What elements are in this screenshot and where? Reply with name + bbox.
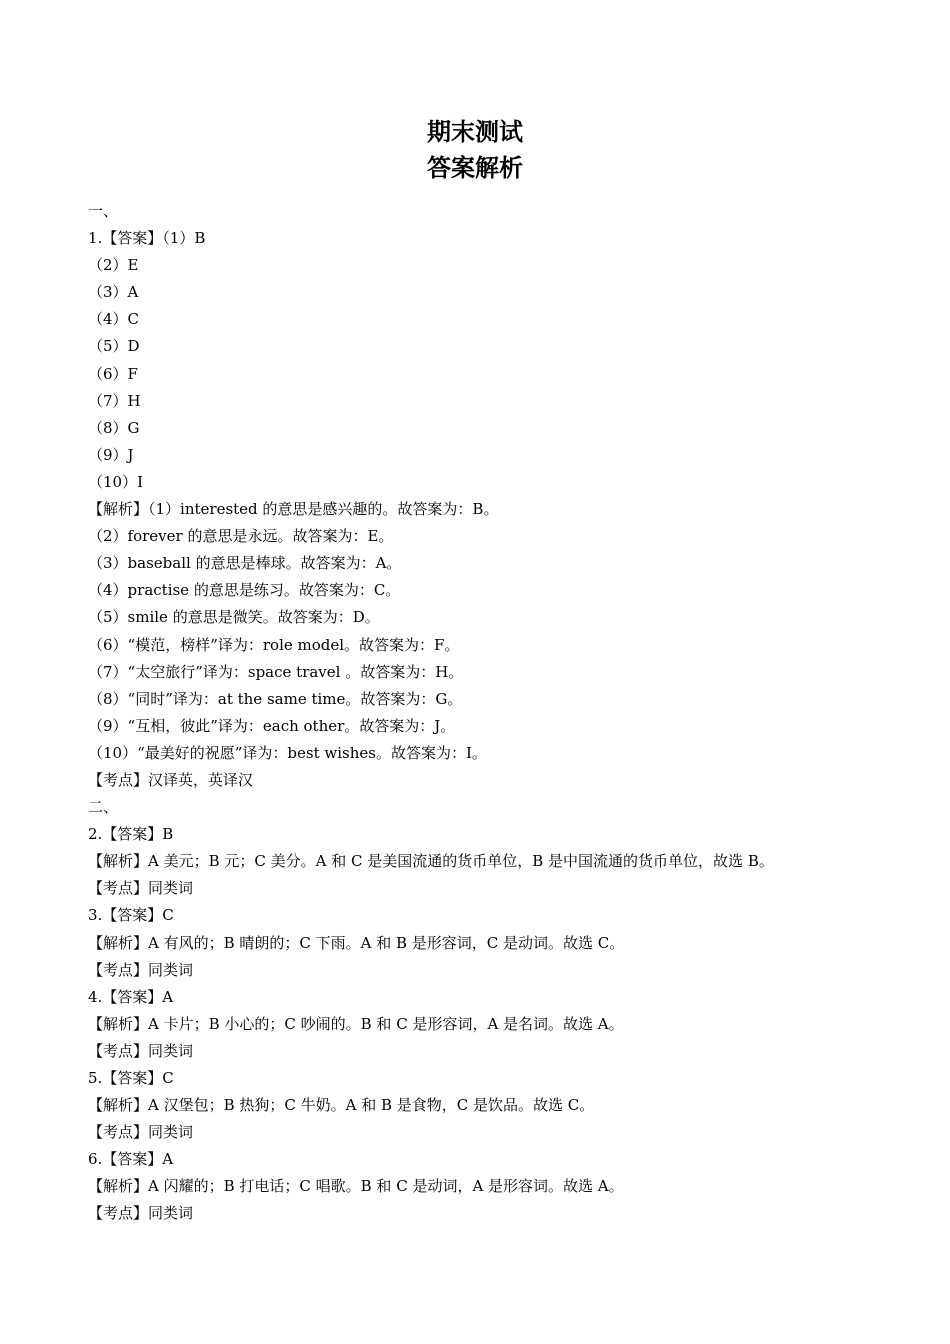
text-line: （9）“互相，彼此”译为：each other。故答案为：J。 — [88, 716, 456, 735]
text-line: 【解析】A 美元；B 元；C 美分。A 和 C 是美国流通的货币单位，B 是中国流通的货币单位，故选 B。 — [88, 852, 774, 871]
text-line: （5）smile 的意思是微笑。故答案为：D。 — [88, 608, 380, 627]
text-line: （2）forever 的意思是永远。故答案为：E。 — [88, 527, 394, 546]
text-line: （8）G — [88, 418, 140, 437]
text-line: 6.【答案】A — [88, 1150, 174, 1169]
text-line: （7）“太空旅行”译为：space travel 。故答案为：H。 — [88, 662, 464, 681]
text-line: 【解析】（1）interested 的意思是感兴趣的。故答案为：B。 — [88, 500, 499, 519]
text-line: 5.【答案】C — [88, 1069, 174, 1087]
text-line: 【考点】同类词 — [88, 1041, 194, 1060]
answer-text — [88, 198, 888, 1228]
text-line: （10）I — [88, 472, 144, 491]
text-line: 【考点】同类词 — [88, 879, 194, 898]
text-line: 【解析】A 卡片；B 小心的；C 吵闹的。B 和 C 是形容词，A 是名词。故选 A。 — [88, 1014, 624, 1033]
text-line: （2）E — [88, 256, 139, 275]
text-line: （6）“模范，榜样”译为：role model。故答案为：F。 — [88, 635, 460, 654]
text-line: 4.【答案】A — [88, 987, 174, 1006]
text-line: （9）J — [88, 445, 134, 464]
text-line: （5）D — [88, 337, 140, 356]
title-block — [0, 114, 950, 186]
text-line: 一、 — [88, 202, 119, 220]
text-line: （3）A — [88, 283, 139, 302]
text-line: 3.【答案】C — [88, 906, 174, 925]
text-line: 【解析】A 汉堡包；B 热狗；C 牛奶。A 和 B 是食物，C 是饮品。故选 C。 — [88, 1096, 595, 1115]
text-line: （8）“同时”译为：at the same time。故答案为：G。 — [88, 689, 463, 708]
text-line: 【考点】同类词 — [88, 1204, 194, 1223]
text-line: 二、 — [88, 798, 119, 817]
text-line: 2.【答案】B — [88, 825, 174, 844]
text-line: 1.【答案】（1）B — [88, 229, 206, 248]
page-subtitle: 答案解析 — [427, 154, 523, 182]
text-line: （4）practise 的意思是练习。故答案为：C。 — [88, 581, 401, 600]
text-line: （10）“最美好的祝愿”译为：best wishes。故答案为：I。 — [88, 743, 487, 762]
text-line: 【考点】同类词 — [88, 960, 194, 979]
text-line: 【解析】A 有风的；B 晴朗的；C 下雨。A 和 B 是形容词，C 是动词。故选 C。 — [88, 933, 625, 952]
text-line: 【考点】同类词 — [88, 1123, 194, 1142]
text-line: （7）H — [88, 391, 141, 410]
text-line: 【考点】汉译英，英译汉 — [88, 770, 254, 789]
text-line: （3）baseball 的意思是棒球。故答案为：A。 — [88, 554, 402, 573]
text-line: （6）F — [88, 364, 138, 383]
text-line: 【解析】A 闪耀的；B 打电话；C 唱歌。B 和 C 是动词，A 是形容词。故选 A。 — [88, 1177, 624, 1196]
text-line: （4）C — [88, 310, 140, 329]
page-title: 期末测试 — [427, 118, 523, 146]
